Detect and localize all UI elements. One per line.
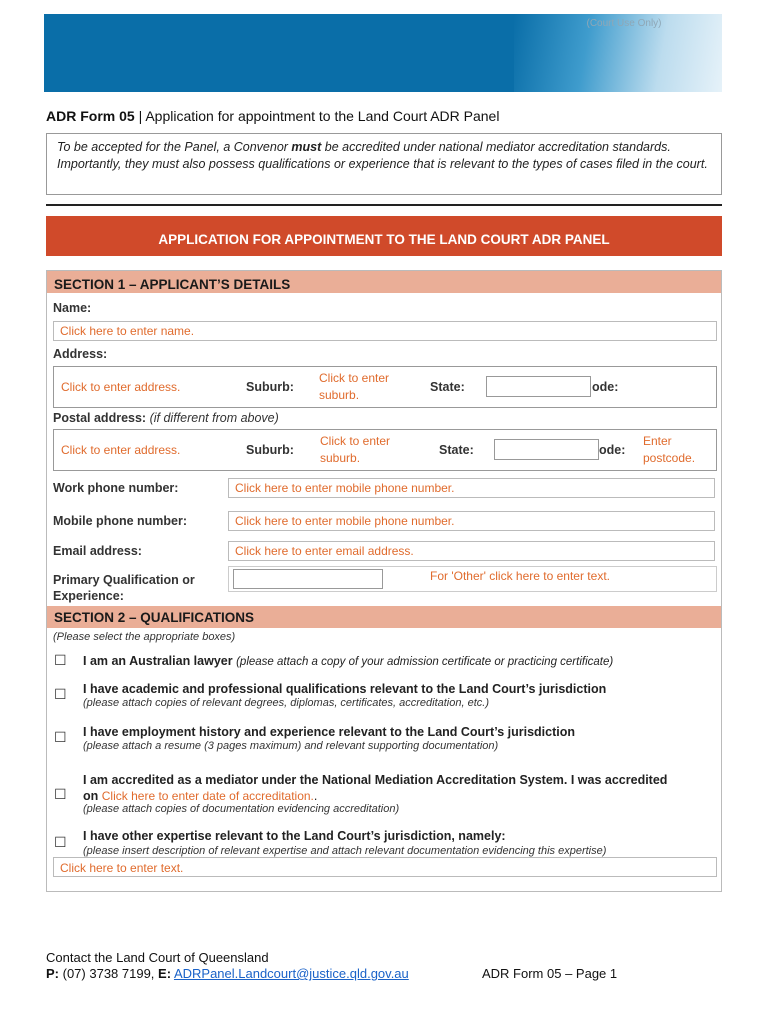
intro-box [46,133,722,195]
section1-heading: SECTION 1 – APPLICANT’S DETAILS [47,271,721,293]
suburb-label: Suburb: [246,380,294,394]
suburb-input[interactable]: Click to enter suburb. [319,371,390,402]
qualification-select[interactable] [233,569,383,589]
checkbox-employment[interactable]: ☐ [54,729,67,745]
postal-suburb-label: Suburb: [246,443,294,457]
checkbox-mediator[interactable]: ☐ [54,786,67,802]
option-academic-note: (please attach copies of relevant degrees, diplomas, certificates, accreditation, etc.) [83,697,489,709]
mobile-input[interactable]: Click here to enter mobile phone number. [228,511,715,531]
postal-state-select[interactable] [494,439,599,460]
address-input[interactable]: Click to enter address. [61,380,181,394]
option-mediator-end: . [313,789,318,803]
footer-phone-label: P: [46,966,59,981]
option-other-label: I have other expertise relevant to the Land Court’s jurisdiction, namely: [83,829,506,843]
option-employment-label: I have employment history and experience relevant to the Land Court’s jurisdiction [83,725,576,739]
footer-email-label: E: [158,966,172,981]
intro-text-2: be accredited under national mediator accreditation standards. Importantly, they must also possess qualifications or experience that is relevant to the types of cases filed in the court. [57,140,708,171]
option-other-note: (please insert description of relevant expertise and attach relevant documentation evidencing this expertise) [83,845,607,857]
footer-phone: (07) 3738 7199, [62,966,155,981]
intro-must: must [291,140,322,154]
postal-label-row [53,411,279,425]
option-lawyer [83,654,713,668]
court-use-label: (Court Use Only) [586,18,662,29]
section2-heading: SECTION 2 – QUALIFICATIONS [47,606,721,628]
option-lawyer-note: (please attach a copy of your admission certificate or practicing certificate) [236,656,614,668]
option-mediator-note: (please attach copies of documentation evidencing accreditation) [83,803,400,815]
form-title-separator: | [134,108,146,124]
work-phone-input[interactable]: Click here to enter mobile phone number. [228,478,715,498]
divider [46,204,722,206]
option-academic-label: I have academic and professional qualifications relevant to the Land Court’s jurisdiction [83,682,607,696]
postal-address-input[interactable]: Click to enter address. [61,443,181,457]
footer-email-link[interactable]: ADRPanel.Landcourt@justice.qld.gov.au [173,966,409,981]
address-label: Address: [53,347,108,361]
checkbox-academic[interactable]: ☐ [54,686,67,702]
checkbox-lawyer[interactable]: ☐ [54,652,67,668]
postal-suburb-input[interactable]: Click to enter suburb. [320,434,391,465]
postal-label: Postal address: [53,411,147,425]
option-mediator [83,772,683,804]
work-phone-label: Work phone number: [53,481,179,495]
form-title [46,108,499,124]
state-select[interactable] [486,376,591,397]
email-input[interactable]: Click here to enter email address. [228,541,715,561]
checkbox-other[interactable]: ☐ [54,834,67,850]
postal-postcode-input[interactable]: Enter postcode. [643,434,696,465]
other-expertise-input[interactable]: Click here to enter text. [53,857,717,877]
footer-page: ADR Form 05 – Page 1 [482,966,618,981]
postcode-label: ode: [592,380,619,394]
option-mediator-label: I am accredited as a mediator under the National Mediation Accreditation System. I was accredited on [83,773,668,803]
email-label: Email address: [53,544,142,558]
qualification-other-input[interactable]: For 'Other' click here to enter text. [430,569,610,583]
mobile-label: Mobile phone number: [53,514,188,528]
intro-text-1: To be accepted for the Panel, a Convenor [57,140,292,154]
state-label: State: [430,380,465,394]
qualification-label: Primary Qualification or Experience: [53,573,195,603]
footer-contact-line [46,966,409,981]
option-employment-note: (please attach a resume (3 pages maximum) and relevant supporting documentation) [83,740,499,752]
header-banner [44,14,722,92]
name-label: Name: [53,301,92,315]
postal-note: (if different from above) [149,411,279,425]
option-lawyer-label: I am an Australian lawyer [83,654,233,668]
section2-instruction: (Please select the appropriate boxes) [53,631,236,643]
accreditation-date-input[interactable]: Click here to enter date of accreditation. [101,789,314,803]
footer-contact: Contact the Land Court of Queensland [46,950,269,965]
form-code: ADR Form 05 [46,108,135,124]
postal-state-label: State: [439,443,474,457]
main-heading: APPLICATION FOR APPOINTMENT TO THE LAND COURT ADR PANEL [46,216,722,256]
postal-postcode-label: ode: [599,443,626,457]
form-title-text: Application for appointment to the Land Court ADR Panel [145,108,500,124]
name-input[interactable]: Click here to enter name. [53,321,717,341]
